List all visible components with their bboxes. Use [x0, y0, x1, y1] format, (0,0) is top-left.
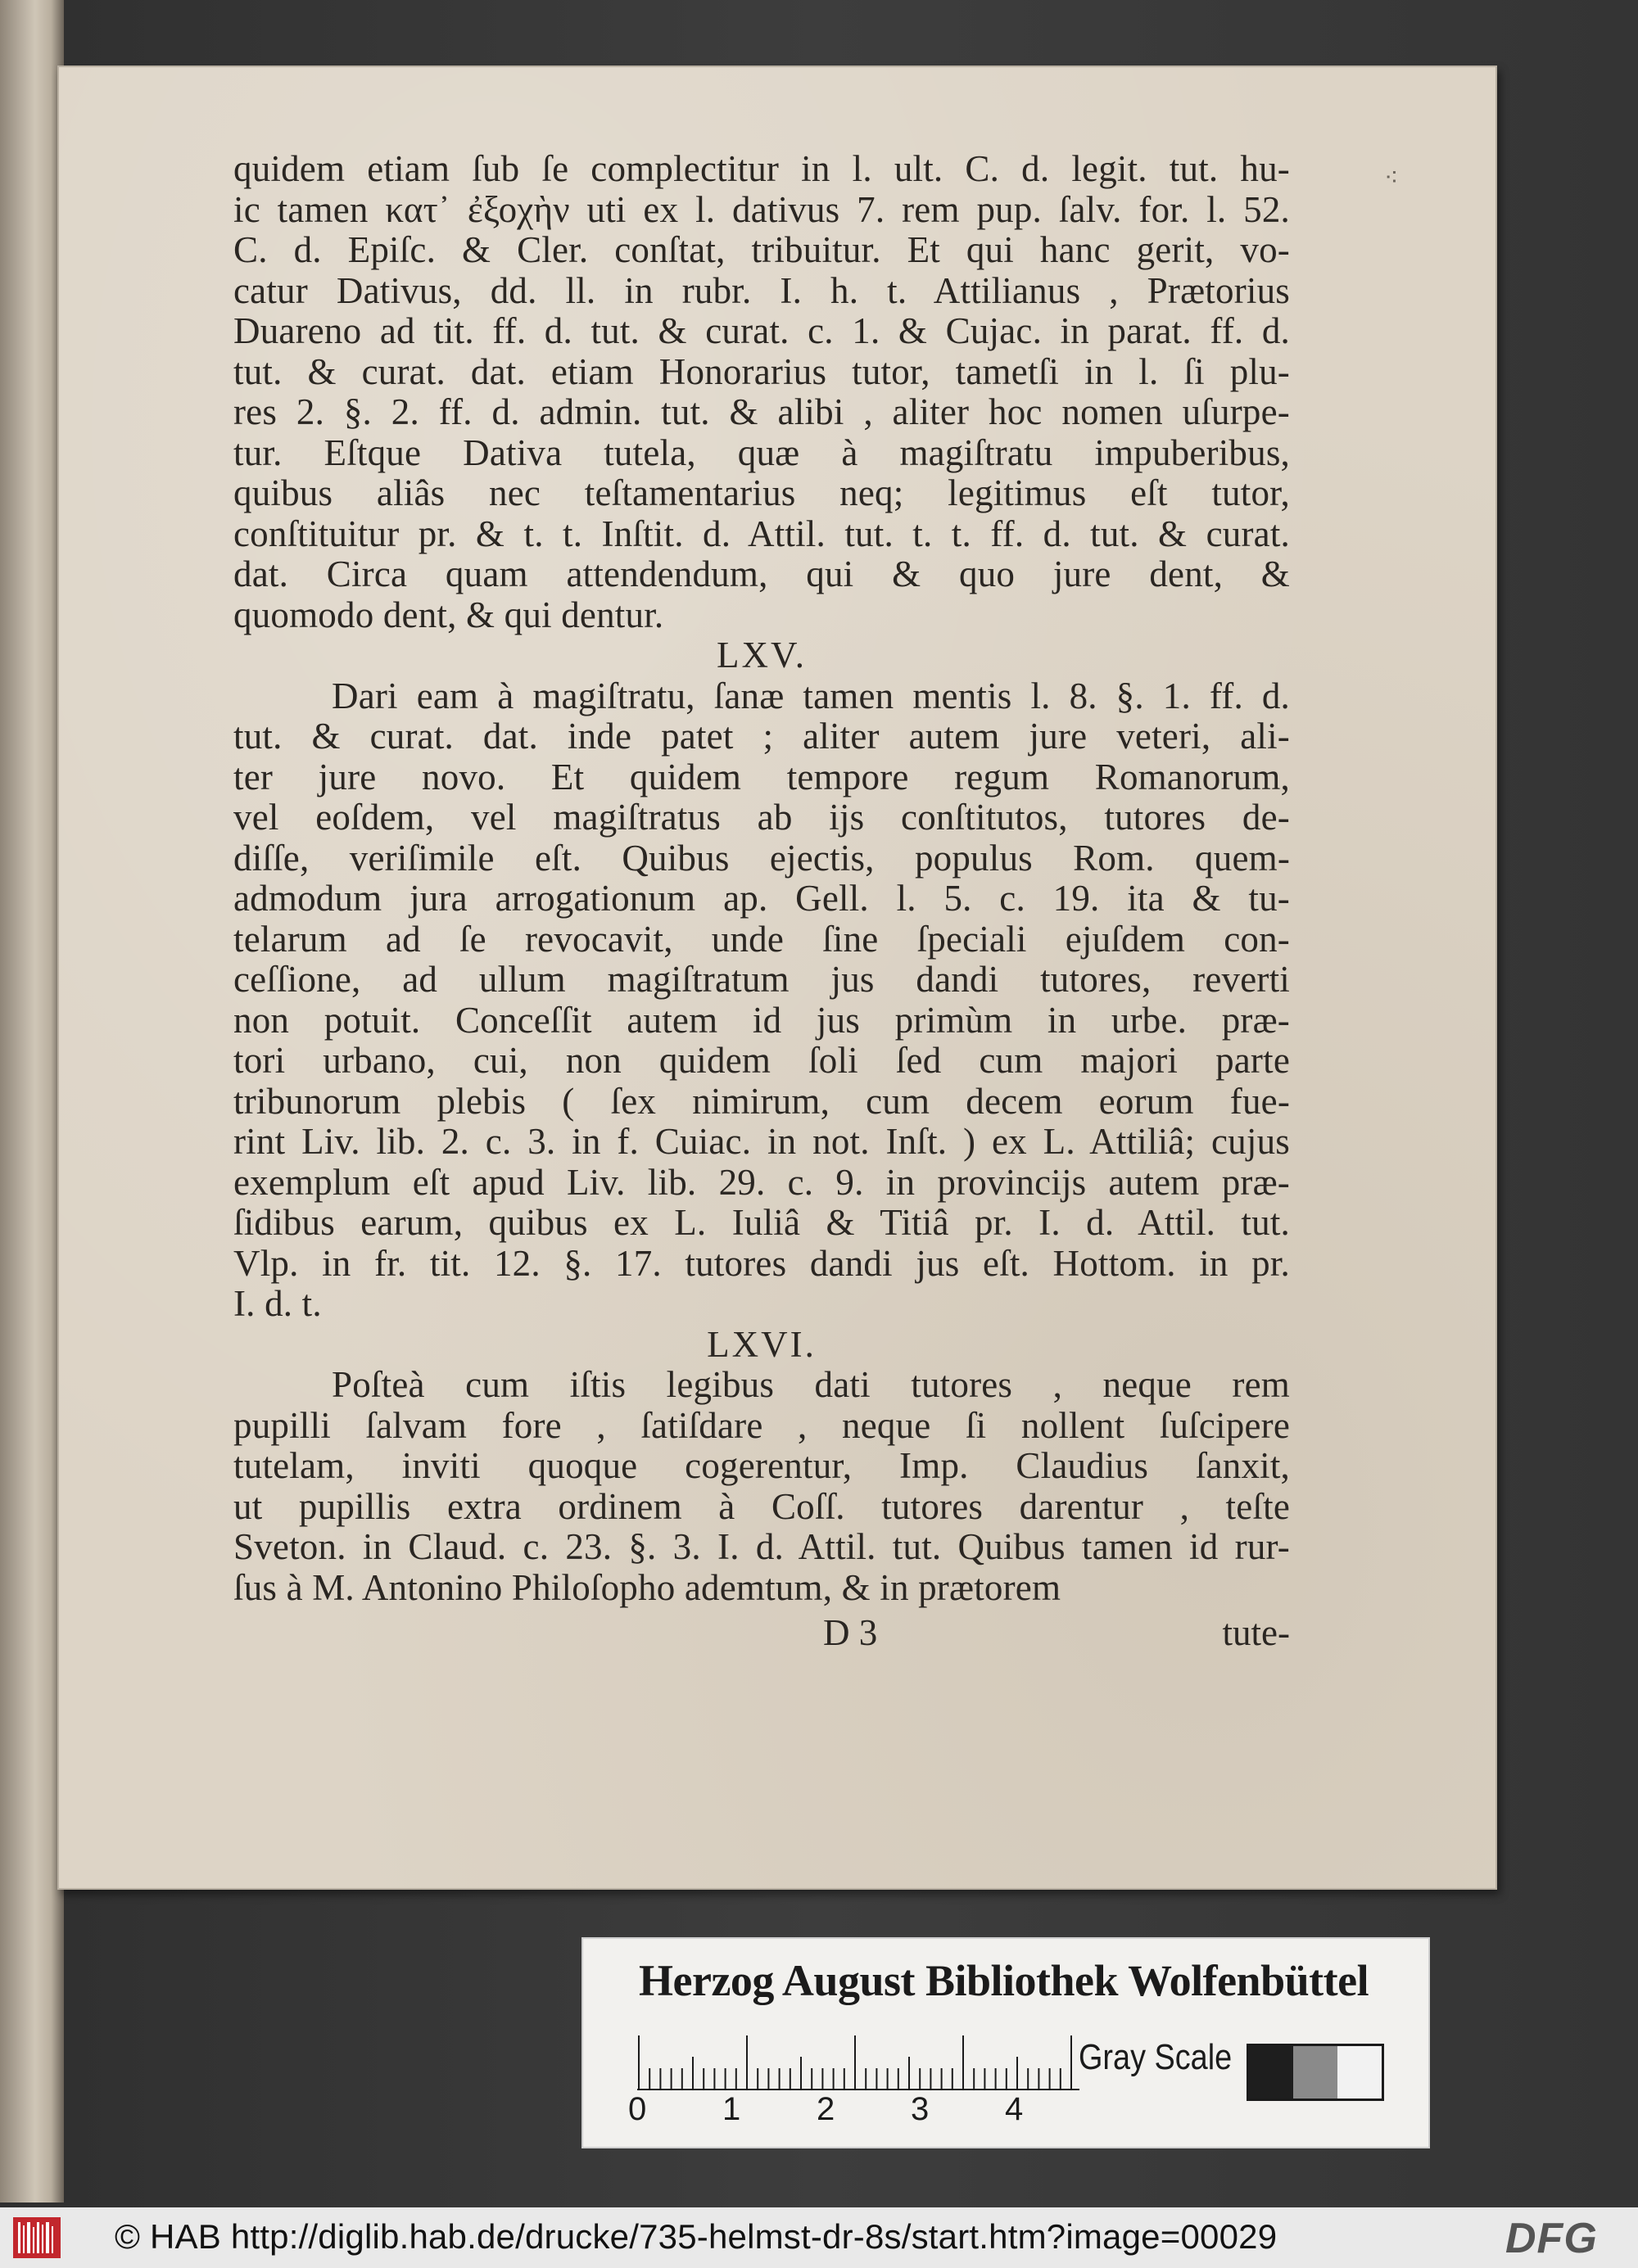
ruler-number: 0	[628, 2091, 647, 2127]
ruler-number: 1	[722, 2091, 741, 2127]
text-line: tribunorum plebis ( ſex nimirum, cum decem eorum fue-	[233, 1081, 1290, 1122]
text-line: tori urbano, cui, non quidem ſoli ſed cum majori parte	[233, 1041, 1290, 1081]
margin-mark: ⁖	[1384, 164, 1402, 192]
text-line: conſtituitur pr. & t. t. Inſtit. d. Attil. tut. t. t. ff. d. tut. & curat.	[233, 513, 1290, 554]
text-line: Vlp. in fr. tit. 12. §. 17. tutores dandi jus eſt. Hottom. in pr.	[233, 1243, 1290, 1284]
text-line: telarum ad ſe revocavit, unde ſine ſpeciali ejuſdem con-	[233, 919, 1290, 960]
ruler-number: 2	[817, 2091, 835, 2127]
footer-bar	[0, 2207, 1638, 2268]
card-title: Herzog August Bibliothek Wolfenbüttel	[639, 1956, 1369, 2005]
text-line: ut pupillis extra ordinem à Coſſ. tutores darentur , teſte	[233, 1486, 1290, 1527]
text-line: quibus aliâs nec teſtamentarius neq; legitimus eſt tutor,	[233, 473, 1290, 513]
gray-scale-label: Gray Scale	[1079, 2037, 1233, 2077]
text-line: res 2. §. 2. ff. d. admin. tut. & alibi , aliter hoc nomen uſurpe-	[233, 392, 1290, 432]
text-line: admodum jura arrogationum ap. Gell. l. 5. c. 19. ita & tu-	[233, 879, 1290, 919]
signature-mark: D 3	[823, 1612, 878, 1653]
text-line: dat. Circa quam attendendum, qui & quo jure dent, &	[233, 554, 1290, 594]
ruler-number: 4	[1005, 2091, 1024, 2127]
text-line: non potuit. Conceſſit autem id jus primùm in urbe. præ-	[233, 1000, 1290, 1041]
adjacent-page-edge	[0, 0, 64, 2202]
text-line: tut. & curat. dat. etiam Honorarius tutor, tametſi in l. ſi plu-	[233, 351, 1290, 392]
text-line: Sveton. in Claud. c. 23. §. 3. I. d. Attil. tut. Quibus tamen id rur-	[233, 1527, 1290, 1567]
text-line: tur. Eſtque Dativa tutela, quæ à magiſtratu impuberibus,	[233, 432, 1290, 473]
text-line: C. d. Epiſc. & Cler. conſtat, tribuitur. Et qui hanc gerit, vo-	[233, 230, 1290, 270]
text-line: diſſe, veriſimile eſt. Quibus ejectis, populus Rom. quem-	[233, 838, 1290, 879]
text-line: Duareno ad tit. ff. d. tut. & curat. c. 1. & Cujac. in parat. ff. d.	[233, 311, 1290, 351]
swatch-white	[1337, 2046, 1382, 2099]
source-url[interactable]: © HAB http://diglib.hab.de/drucke/735-helmst-dr-8s/start.htm?image=00029	[115, 2217, 1278, 2256]
text-line: quidem etiam ſub ſe complectitur in l. ult. C. d. legit. tut. hu-	[233, 149, 1290, 189]
ruler-numbers	[628, 2091, 1120, 2132]
section-heading-lxv: LXV.	[717, 635, 807, 675]
text-line: I. d. t.	[233, 1284, 322, 1324]
dfg-logo: DFG	[1505, 2215, 1598, 2262]
book-page	[57, 66, 1497, 1890]
gray-scale-swatches	[1247, 2044, 1384, 2101]
text-line: pupilli ſalvam fore , ſatiſdare , neque ſi nollent ſuſcipere	[233, 1405, 1290, 1446]
page-footer-line	[233, 1611, 1290, 1656]
text-line: tutelam, inviti quoque cogerentur, Imp. Claudius ſanxit,	[233, 1446, 1290, 1486]
swatch-gray	[1293, 2046, 1337, 2099]
library-color-card	[581, 1937, 1430, 2148]
text-line: catur Dativus, dd. ll. in rubr. I. h. t. Attilianus , Prætorius	[233, 270, 1290, 311]
text-line: ſidibus earum, quibus ex L. Iuliâ & Titiâ pr. I. d. Attil. tut.	[233, 1203, 1290, 1243]
section-lxv-paragraph	[233, 676, 1290, 1325]
text-line: exemplum eſt apud Liv. lib. 29. c. 9. in provincijs autem præ-	[233, 1162, 1290, 1203]
ruler-number: 3	[911, 2091, 930, 2127]
text-line: tut. & curat. dat. inde patet ; aliter autem jure veteri, ali-	[233, 716, 1290, 757]
section-heading-lxvi: LXVI.	[707, 1324, 817, 1365]
text-line: vel eoſdem, vel magiſtratus ab ijs conſtitutos, tutores de-	[233, 797, 1290, 838]
swatch-black	[1249, 2046, 1293, 2099]
text-line: Poſteà cum iſtis legibus dati tutores , neque rem	[332, 1365, 1290, 1405]
text-line: ter jure novo. Et quidem tempore regum Romanorum,	[233, 757, 1290, 797]
barcode-logo-icon	[13, 2217, 61, 2258]
page-text	[233, 149, 1290, 1656]
text-line: ic tamen κατ᾽ ἐξοχὴν uti ex l. dativus 7. rem pup. ſalv. for. l. 52.	[233, 189, 1290, 230]
section-lxvi-paragraph	[233, 1365, 1290, 1608]
ruler-scale	[637, 2035, 1079, 2093]
text-line: quomodo dent, & qui dentur.	[233, 594, 664, 635]
text-line: ſus à M. Antonino Philoſopho ademtum, & in prætorem	[233, 1567, 1061, 1608]
catchword: tute-	[1222, 1612, 1290, 1653]
intro-paragraph	[233, 149, 1290, 635]
text-line: rint Liv. lib. 2. c. 3. in f. Cuiac. in not. Inſt. ) ex L. Attiliâ; cujus	[233, 1122, 1290, 1162]
text-line: ceſſione, ad ullum magiſtratum jus dandi tutores, reverti	[233, 960, 1290, 1000]
text-line: Dari eam à magiſtratu, ſanæ tamen mentis l. 8. §. 1. ff. d.	[332, 675, 1290, 716]
